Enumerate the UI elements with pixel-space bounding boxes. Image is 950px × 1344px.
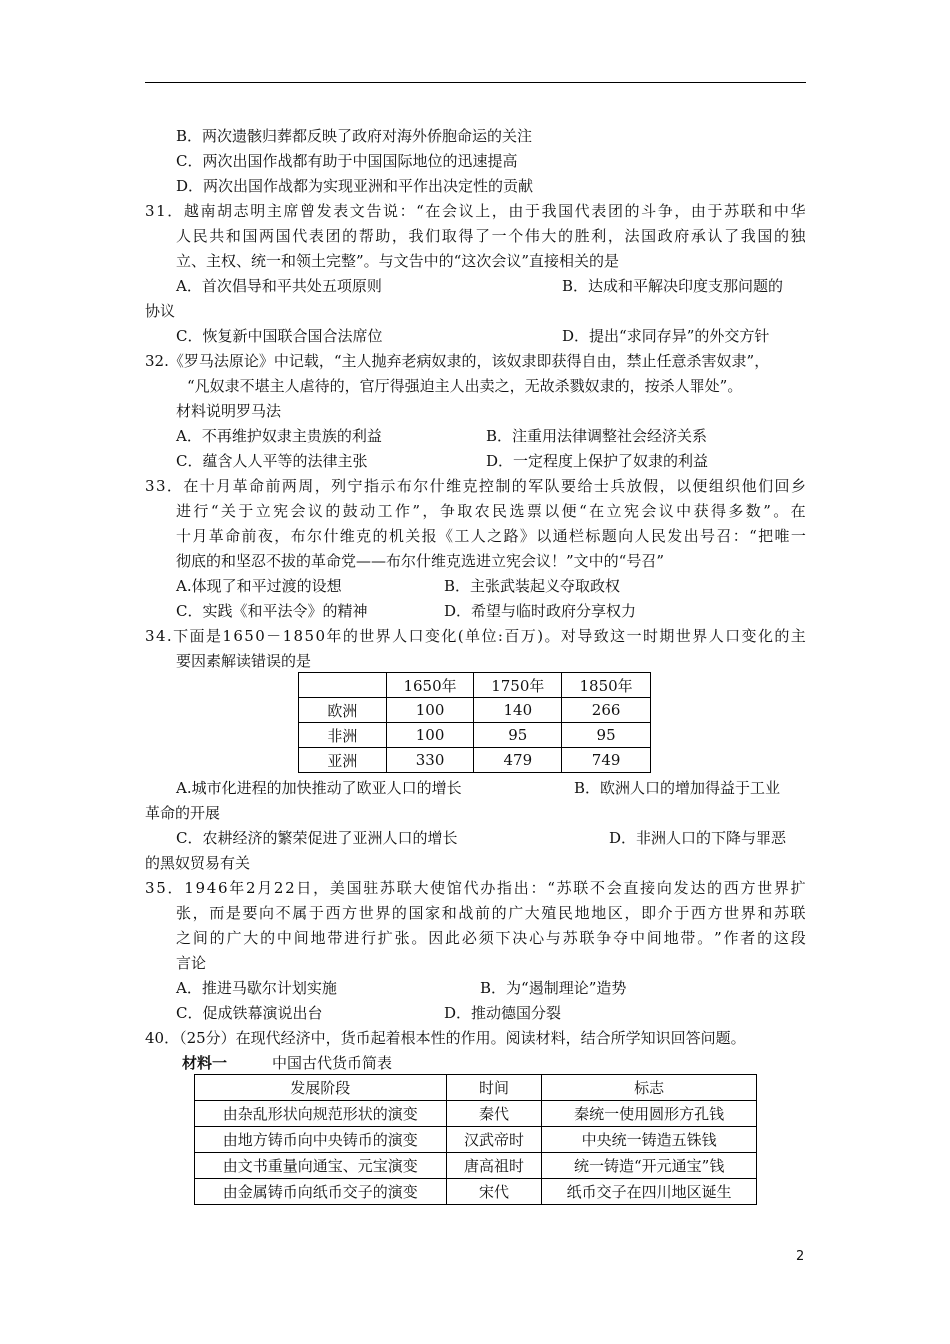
q31-stem-line-1: 3 1 ． 越 南 胡 志 明 主 席 曾 发 表 文 告 说 ： “ 在 会 议 上 ， 由 于 我 国 代 表 团 的 斗 争 ， 由 于 苏 联 和 中 华 [145, 202, 806, 220]
table-cell: 非洲 [299, 723, 387, 748]
table-cell: 宋代 [446, 1179, 542, 1205]
q32-option-d: D．一定程度上保护了奴隶的利益 [486, 452, 709, 470]
table-row [195, 1101, 757, 1127]
q34-option-b: B．欧洲人口的增加得益于工业 [574, 779, 781, 797]
q33-option-b: B．主张武装起义夺取政权 [444, 577, 621, 595]
page-number: 2 [796, 1249, 805, 1264]
table-cell: 亚洲 [299, 748, 387, 773]
q30-option-d: D．两次出国作战都为实现亚洲和平作出决定性的贡献 [176, 177, 534, 195]
q32-stem-line-1: 32.《罗马法原论》中记载，“主人抛弃老病奴隶的，该奴隶即获得自由，禁止任意杀害奴隶”， [145, 352, 770, 370]
q31-option-c: C．恢复新中国联合国合法席位 [176, 327, 383, 345]
table-cell: 欧洲 [299, 698, 387, 723]
q34-option-b-cont: 革命的开展 [145, 804, 221, 822]
table-header-row [299, 673, 651, 698]
header-rule [145, 82, 806, 83]
q35-stem-line-2: 张 ， 而 是 要 向 不 属 于 西 方 世 界 的 国 家 和 战 前 的 广 大 殖 民 地 地 区 ， 即 介 于 西 方 世 界 和 苏 联 [176, 904, 806, 922]
q35-option-b: B．为“遏制理论”造势 [480, 979, 627, 997]
table-row [299, 698, 651, 723]
table-cell: 100 [386, 698, 474, 723]
q32-option-b: B．注重用法律调整社会经济关系 [486, 427, 708, 445]
table-row [195, 1153, 757, 1179]
q31-option-d: D．提出“求同存异”的外交方针 [562, 327, 770, 345]
q31-stem-line-2: 人 民 共 和 国 两 国 代 表 团 的 帮 助 ， 我 们 取 得 了 一 个 伟 大 的 胜 利 ， 法 国 政 府 承 认 了 我 国 的 独 [176, 227, 806, 245]
q33-option-c: C．实践《和平法令》的精神 [176, 602, 368, 620]
table-cell: 由文书重量向通宝、元宝演变 [195, 1153, 447, 1179]
table-header-cell: 1650年 [386, 673, 474, 698]
table-header-cell [299, 673, 387, 698]
table-cell: 266 [562, 698, 651, 723]
q30-option-b: B．两次遗骸归葬都反映了政府对海外侨胞命运的关注 [176, 127, 533, 145]
table-cell: 统一铸造“开元通宝”钱 [542, 1153, 757, 1179]
q33-option-d: D．希望与临时政府分享权力 [444, 602, 637, 620]
table-cell: 纸币交子在四川地区诞生 [542, 1179, 757, 1205]
q32-option-c: C．蕴含人人平等的法律主张 [176, 452, 368, 470]
table-cell: 汉武帝时 [446, 1127, 542, 1153]
q35-stem-line-3: 之 间 的 广 大 的 中 间 地 带 进 行 扩 张 。 因 此 必 须 下 决 心 与 苏 联 争 夺 中 间 地 带 。 ” 作 者 的 这 段 [176, 929, 806, 947]
q35-option-d: D．推动德国分裂 [444, 1004, 562, 1022]
table-cell: 由地方铸币向中央铸币的演变 [195, 1127, 447, 1153]
q34-stem-line-1: 3 4 . 下 面 是 1 6 5 0 － 1 8 5 0 年 的 世 界 人 口 变 化 ( 单 位 : 百 万 ) 。 对 导 致 这 一 时 期 世 界 人 口 变 化 的 主 [145, 627, 806, 645]
q33-stem-line-1: 3 3 ． 在 十 月 革 命 前 两 周 ， 列 宁 指 示 布 尔 什 维 克 控 制 的 军 队 要 给 士 兵 放 假 ， 以 便 组 织 他 们 回 乡 [145, 477, 806, 495]
table-row [195, 1127, 757, 1153]
table-cell: 秦统一使用圆形方孔钱 [542, 1101, 757, 1127]
table-cell: 140 [474, 698, 562, 723]
table-cell: 由金属铸币向纸币交子的演变 [195, 1179, 447, 1205]
q33-stem-line-4: 彻底的和坚忍不拔的革命党——布尔什维克选进立宪会议！”文中的“号召” [176, 552, 665, 570]
q34-stem-line-2: 要因素解读错误的是 [176, 652, 312, 670]
material-title: 中国古代货币简表 [272, 1054, 393, 1072]
table-cell: 95 [562, 723, 651, 748]
q35-stem-line-1: 3 5 ． 1 9 4 6 年 2 月 2 2 日 ， 美 国 驻 苏 联 大 使 馆 代 办 指 出 ： “ 苏 联 不 会 直 接 向 发 达 的 西 方 世 界 扩 [145, 879, 806, 897]
currency-table [194, 1074, 757, 1205]
q34-option-a: A.城市化进程的加快推动了欧亚人口的增长 [176, 779, 462, 797]
q30-option-c: C．两次出国作战都有助于中国国际地位的迅速提高 [176, 152, 518, 170]
table-row [299, 723, 651, 748]
table-cell: 100 [386, 723, 474, 748]
q34-option-d-cont: 的黑奴贸易有关 [145, 854, 251, 872]
q31-option-b: B．达成和平解决印度支那问题的 [562, 277, 784, 295]
table-cell: 330 [386, 748, 474, 773]
table-cell: 749 [562, 748, 651, 773]
q35-stem-line-4: 言论 [176, 954, 207, 972]
q40-stem: 40．（25分）在现代经济中，货币起着根本性的作用。阅读材料，结合所学知识回答问题。 [145, 1029, 746, 1047]
q34-option-c: C．农耕经济的繁荣促进了亚洲人口的增长 [176, 829, 458, 847]
q33-option-a: A.体现了和平过渡的设想 [176, 577, 342, 595]
table-row [299, 748, 651, 773]
table-header-cell: 发展阶段 [195, 1075, 447, 1101]
q32-option-a: A．不再维护奴隶主贵族的利益 [176, 427, 382, 445]
table-row [195, 1179, 757, 1205]
q33-stem-line-3: 十 月 革 命 前 夜 ， 布 尔 什 维 克 的 机 关 报 《 工 人 之 路 》 以 通 栏 标 题 向 人 民 发 出 号 召 ： “ 把 唯 一 [176, 527, 806, 545]
table-cell: 中央统一铸造五铢钱 [542, 1127, 757, 1153]
table-header-cell: 时间 [446, 1075, 542, 1101]
q32-stem-line-3: 材料说明罗马法 [176, 402, 282, 420]
q31-stem-line-3: 立、主权、统一和领土完整”。与文告中的“这次会议”直接相关的是 [176, 252, 620, 270]
table-header-cell: 1850年 [562, 673, 651, 698]
q31-option-a: A．首次倡导和平共处五项原则 [176, 277, 382, 295]
table-header-row [195, 1075, 757, 1101]
q35-option-a: A．推进马歇尔计划实施 [176, 979, 337, 997]
population-table [298, 672, 651, 773]
q35-option-c: C．促成铁幕演说出台 [176, 1004, 323, 1022]
table-header-cell: 1750年 [474, 673, 562, 698]
table-cell: 479 [474, 748, 562, 773]
table-cell: 唐高祖时 [446, 1153, 542, 1179]
material-label: 材料一 [182, 1054, 228, 1072]
q32-stem-line-2: “凡奴隶不堪主人虐待的，官厅得强迫主人出卖之，无故杀戮奴隶的，按杀人罪处”。 [187, 377, 743, 395]
q34-option-d: D．非洲人口的下降与罪恶 [609, 829, 787, 847]
table-cell: 秦代 [446, 1101, 542, 1127]
q31-option-b-cont: 协议 [145, 302, 176, 320]
table-header-cell: 标志 [542, 1075, 757, 1101]
table-cell: 由杂乱形状向规范形状的演变 [195, 1101, 447, 1127]
q33-stem-line-2: 进 行 “ 关 于 立 宪 会 议 的 鼓 动 工 作 ” ， 争 取 农 民 选 票 以 便 “ 在 立 宪 会 议 中 获 得 多 数 ” 。 在 [176, 502, 806, 520]
table-cell: 95 [474, 723, 562, 748]
